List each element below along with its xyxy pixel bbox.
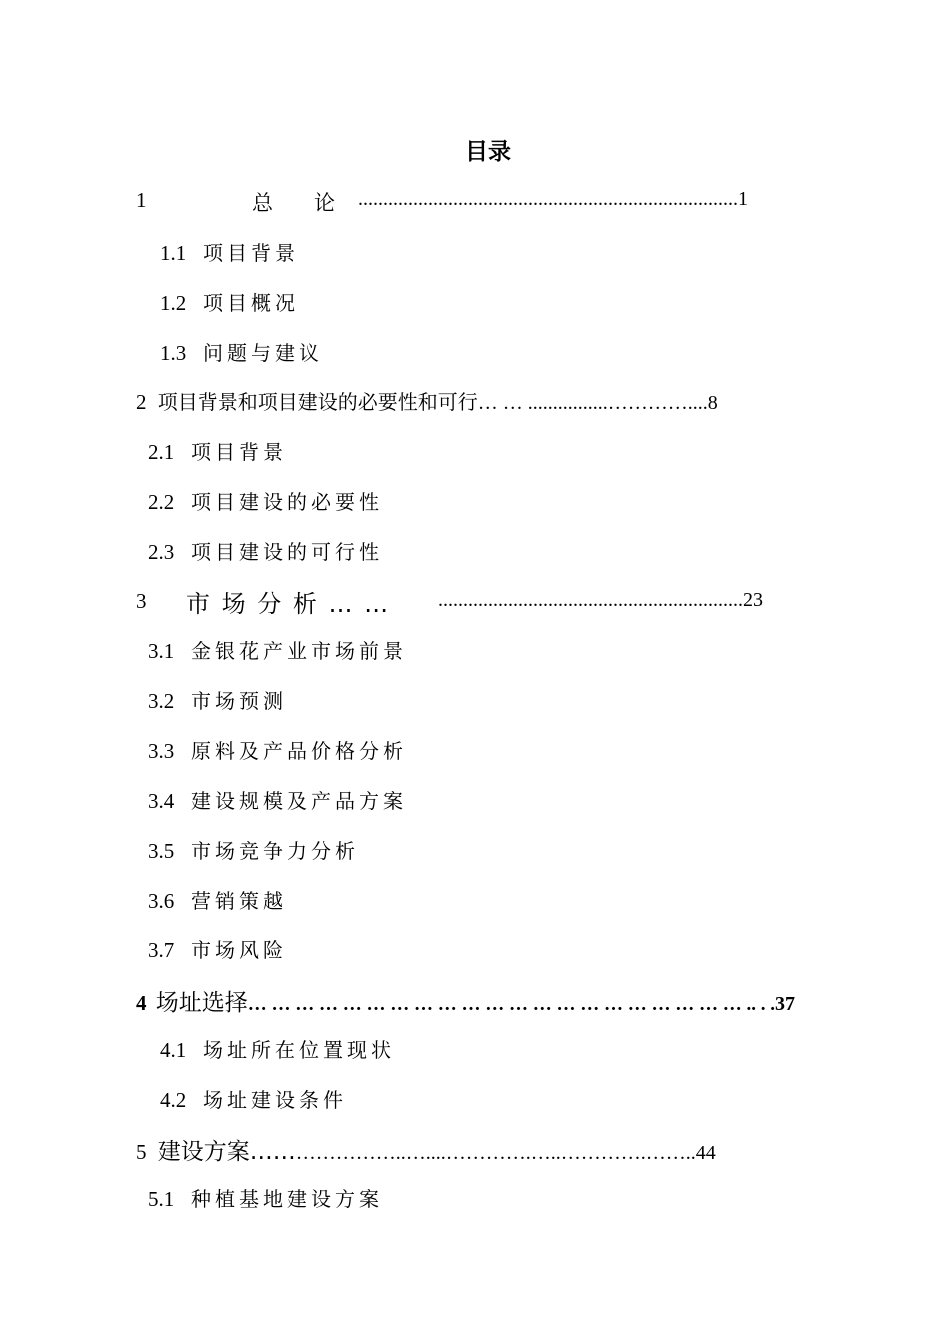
entry-number: 3.3 xyxy=(148,739,175,763)
entry-title: 种植基地建设方案 xyxy=(191,1187,383,1211)
entry-number: 3 xyxy=(136,589,147,613)
entry-number: 3.5 xyxy=(148,839,175,863)
entry-title: 项目背景和项目建设的必要性和可行 xyxy=(157,390,478,414)
entry-number: 1.1 xyxy=(160,241,187,265)
toc-entry-3-1 xyxy=(148,635,407,664)
toc-entry-2-2 xyxy=(148,486,383,515)
toc-entry-5-1 xyxy=(148,1183,383,1212)
entry-title: 项目建设的可行性 xyxy=(191,540,383,564)
entry-number: 1 xyxy=(136,188,147,212)
entry-number: 2.1 xyxy=(148,440,175,464)
entry-title: 场址选择 xyxy=(155,990,248,1016)
entry-number: 3.4 xyxy=(148,789,175,813)
entry-title: 市场预测 xyxy=(191,689,287,713)
entry-number: 2 xyxy=(136,390,147,414)
entry-leader: ……………..…....………….…..………….…….. xyxy=(295,1142,696,1164)
entry-title: 原料及产品价格分析 xyxy=(191,739,407,763)
entry-title: 市场风险 xyxy=(191,938,287,962)
entry-page: 23 xyxy=(743,589,763,611)
entry-number: 2.2 xyxy=(148,490,175,514)
entry-number: 4.2 xyxy=(160,1088,187,1112)
toc-entry-1 xyxy=(136,188,147,213)
entry-title: 建设规模及产品方案 xyxy=(191,789,407,813)
entry-number: 3.2 xyxy=(148,689,175,713)
entry-number: 4 xyxy=(136,991,147,1015)
toc-entry-2-3 xyxy=(148,536,383,565)
entry-page: 1 xyxy=(738,188,748,210)
toc-entry-4-2 xyxy=(160,1084,347,1113)
entry-title: 项目背景 xyxy=(203,241,299,265)
entry-title: 建设方案…… xyxy=(157,1139,296,1165)
toc-entry-2 xyxy=(136,386,718,415)
toc-entry-3-5 xyxy=(148,835,359,864)
entry-number: 5 xyxy=(136,1140,147,1164)
toc-entry-3-2 xyxy=(148,685,287,714)
entry-title: 市 场 分 析 … … xyxy=(186,590,391,618)
toc-entry-4-1 xyxy=(160,1034,395,1063)
toc-entry-3-6 xyxy=(148,885,287,914)
entry-page: 44 xyxy=(695,1142,716,1164)
page-title: 目录 xyxy=(465,139,511,165)
toc-entry-3-7 xyxy=(148,934,287,963)
entry-title: 项目概况 xyxy=(203,291,299,315)
toc-entry-1-1 xyxy=(160,237,299,266)
entry-number: 3.1 xyxy=(148,639,175,663)
entry-title: 市场竞争力分析 xyxy=(191,839,359,863)
toc-entry-2-1 xyxy=(148,436,287,465)
toc-entry-5 xyxy=(136,1133,716,1166)
toc-entry-3 xyxy=(136,589,147,614)
entry-number: 2.3 xyxy=(148,540,175,564)
entry-number: 1.2 xyxy=(160,291,187,315)
entry-number: 3.6 xyxy=(148,889,175,913)
entry-page: 37 xyxy=(775,993,795,1015)
toc-entry-3-3 xyxy=(148,735,407,764)
entry-leader xyxy=(358,188,748,211)
entry-number: 5.1 xyxy=(148,1187,175,1211)
entry-title: 营销策越 xyxy=(191,889,287,913)
entry-title: 金银花产业市场前景 xyxy=(191,639,407,663)
entry-title: 场址建设条件 xyxy=(203,1088,347,1112)
entry-title: 项目建设的必要性 xyxy=(191,490,383,514)
entry-leader: … … ................………….... xyxy=(477,392,708,414)
entry-leader: … … … … … … … … … … … … … … … … … … … … … .. . . xyxy=(247,994,775,1015)
entry-leader xyxy=(438,589,763,612)
entry-title: 项目背景 xyxy=(191,440,287,464)
toc-entry-1-2 xyxy=(160,287,299,316)
leader-dots: ............................................................................ xyxy=(358,188,738,210)
toc-entry-3-4 xyxy=(148,785,407,814)
entry-number: 3.7 xyxy=(148,938,175,962)
entry-page: 8 xyxy=(707,392,718,414)
toc-entry-4 xyxy=(136,984,795,1017)
entry-title: 问题与建议 xyxy=(203,341,323,365)
entry-title: 总 论 xyxy=(252,191,345,215)
entry-number: 4.1 xyxy=(160,1038,187,1062)
toc-entry-1-3 xyxy=(160,337,323,366)
leader-dots: ............................................................. xyxy=(438,589,743,611)
entry-title: 场址所在位置现状 xyxy=(203,1038,395,1062)
entry-number: 1.3 xyxy=(160,341,187,365)
